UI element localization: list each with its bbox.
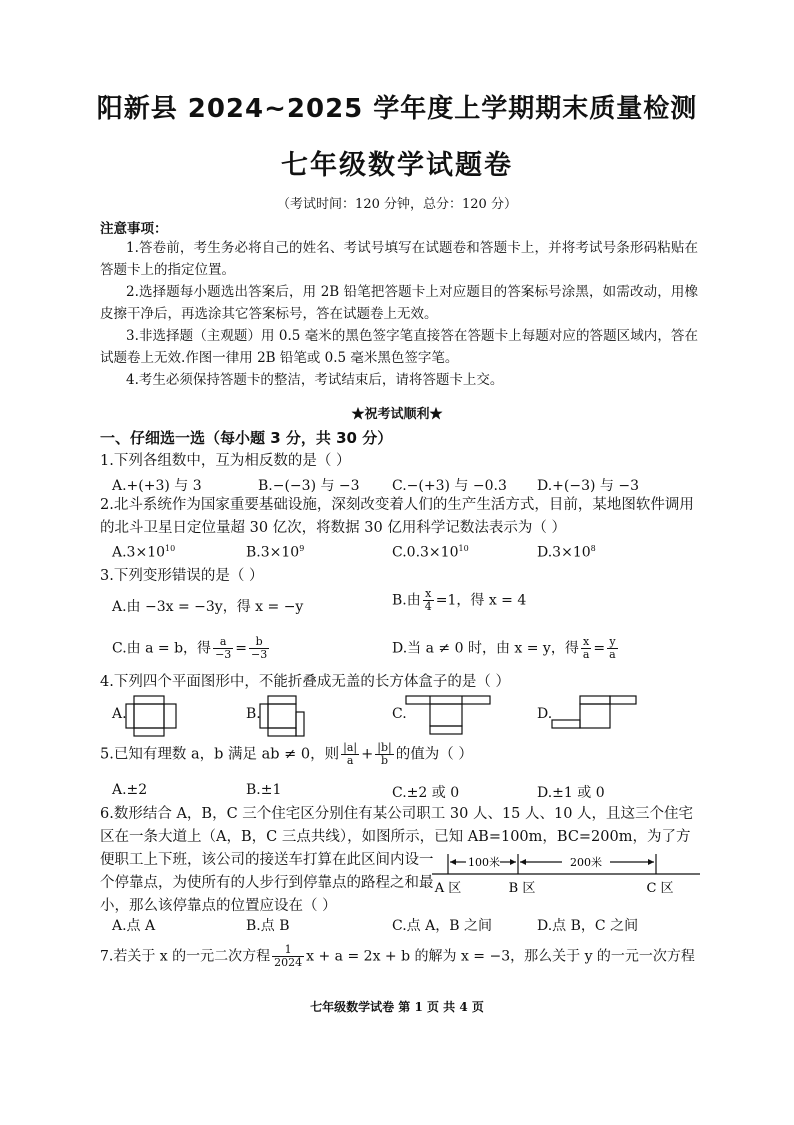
- question-2-option-c: $C.0.3\times 10^{10}$: [392, 544, 469, 561]
- question-5-option-a: A.±2: [112, 782, 148, 798]
- question-4-option-d-label: D.: [537, 706, 553, 722]
- question-3-option-a: A.由 −3x = −3y，得 x = −y: [112, 599, 304, 615]
- question-4-option-c-label: C.: [392, 706, 407, 722]
- notice-item: 2.选择题每小题选出答案后，用 2B 铅笔把答题卡上对应题目的答案标号涂黑，如需改动，用橡皮擦干净后，再选涂其它答案标号，答在试题卷上无效。: [100, 284, 698, 322]
- road-diagram: [432, 848, 702, 900]
- page-footer: 七年级数学试卷 第 1 页 共 4 页: [310, 1000, 484, 1014]
- notice-item: 3.非选择题（主观题）用 0.5 毫米的黑色签字笔直接答在答题卡上每题对应的答题区域内，答在试题卷上无效.作图一律用 2B 铅笔或 0.5 毫米黑色签字笔。: [100, 328, 698, 366]
- point-c-label: C 区: [646, 881, 674, 896]
- notice-item: 4.考生必须保持答题卡的整洁，考试结束后，请将答题卡上交。: [126, 372, 504, 388]
- section-heading: 一、仔细选一选（每小题 3 分，共 30 分）: [100, 429, 393, 447]
- exam-info: （考试时间：120 分钟，总分：120 分）: [277, 197, 517, 212]
- question-6-option-b: B.点 B: [246, 918, 290, 934]
- question-6-option-d: D.点 B，C 之间: [537, 918, 639, 934]
- net-figure-a: [120, 690, 190, 740]
- question-2-option-a: $A.3\times 10^{10}$: [112, 544, 176, 561]
- question-2-option-d: $D.3\times 10^8$: [537, 544, 596, 561]
- question-4-option-b-label: B.: [246, 706, 261, 722]
- question-5-option-d: D.±1 或 0: [537, 785, 605, 801]
- net-figure-b: [258, 690, 318, 740]
- question-2-stem: 2.北斗系统作为国家重要基础设施，深刻改变着人们的生产生活方式，目前，某地图软件调用的北斗卫星日定位量超 30 亿次，将数据 30 亿用科学记数法表示为（ ）: [100, 497, 694, 536]
- question-1-option-b: B.−(−3) 与 −3: [258, 478, 360, 494]
- question-3-option-d: D.当 a ≠ 0 时，由 x = y，得 $\frac{x}{a}$ = $\frac{y}{a}$: [392, 635, 616, 661]
- exam-subtitle: 七年级数学试题卷: [281, 150, 513, 181]
- net-figure-d: [550, 690, 640, 740]
- question-3-option-b: B.由 $\frac{x}{4}$ =1，得 x = 4: [392, 587, 527, 613]
- question-1-option-a: A.+(+3) 与 3: [112, 478, 202, 494]
- notice-title: 注意事项：: [100, 221, 168, 237]
- distance-ab-label: 100米: [468, 856, 500, 869]
- net-figure-c: [404, 690, 494, 740]
- point-b-label: B 区: [508, 881, 536, 896]
- question-2-option-b: $B.3\times 10^9$: [246, 544, 305, 561]
- exam-title: 阳新县 2024~2025 学年度上学期期末质量检测: [96, 94, 698, 124]
- notice-item: 1.答卷前，考生务必将自己的姓名、考试号填写在试题卷和答题卡上，并将考试号条形码粘贴在答题卡上的指定位置。: [100, 240, 698, 278]
- point-a-label: A 区: [434, 881, 462, 896]
- good-luck-banner: ★祝考试顺利★: [351, 407, 443, 422]
- question-1-option-d: D.+(−3) 与 −3: [537, 478, 640, 494]
- question-3-stem: 3.下列变形错误的是（ ）: [100, 568, 264, 584]
- question-5-option-c: C.±2 或 0: [392, 785, 460, 801]
- question-1-option-c: C.−(+3) 与 −0.3: [392, 478, 507, 494]
- question-4-option-a-label: A.: [112, 706, 127, 722]
- question-6-stem: 6.数形结合 A，B，C 三个住宅区分别住有某公司职工 30 人、15 人、10 人，且这三个住宅区在一条大道上（A，B，C 三点共线），如图所示，已知 AB=100m，BC=200m，为了方: [100, 806, 694, 845]
- question-1-stem: 1.下列各组数中，互为相反数的是（ ）: [100, 453, 351, 469]
- question-7-stem: 7.若关于 x 的一元二次方程 $\frac{1}{2024}$ x + a = 2x + b 的解为 x = −3，那么关于 y 的一元一次方程: [100, 943, 695, 969]
- question-6-stem-side: 便职工上下班，该公司的接送车打算在此区间内设一个停靠点，为使所有的人步行到停靠点的路程之和最小，那么该停靠点的位置应设在（ ）: [100, 852, 434, 914]
- question-6-option-c: C.点 A，B 之间: [392, 918, 492, 934]
- question-5-stem: 5.已知有理数 a，b 满足 ab ≠ 0，则 $\frac{|a|}{a}$ + $\frac{|b|}{b}$ 的值为（ ）: [100, 741, 473, 767]
- distance-bc-label: 200米: [570, 856, 602, 869]
- question-4-stem: 4.下列四个平面图形中，不能折叠成无盖的长方体盒子的是（ ）: [100, 674, 510, 690]
- question-5-option-b: B.±1: [246, 782, 282, 798]
- question-3-option-c: C.由 a = b，得 $\frac{a}{-3}$ = $\frac{b}{-3}$: [112, 635, 268, 661]
- question-6-option-a: A.点 A: [112, 918, 156, 934]
